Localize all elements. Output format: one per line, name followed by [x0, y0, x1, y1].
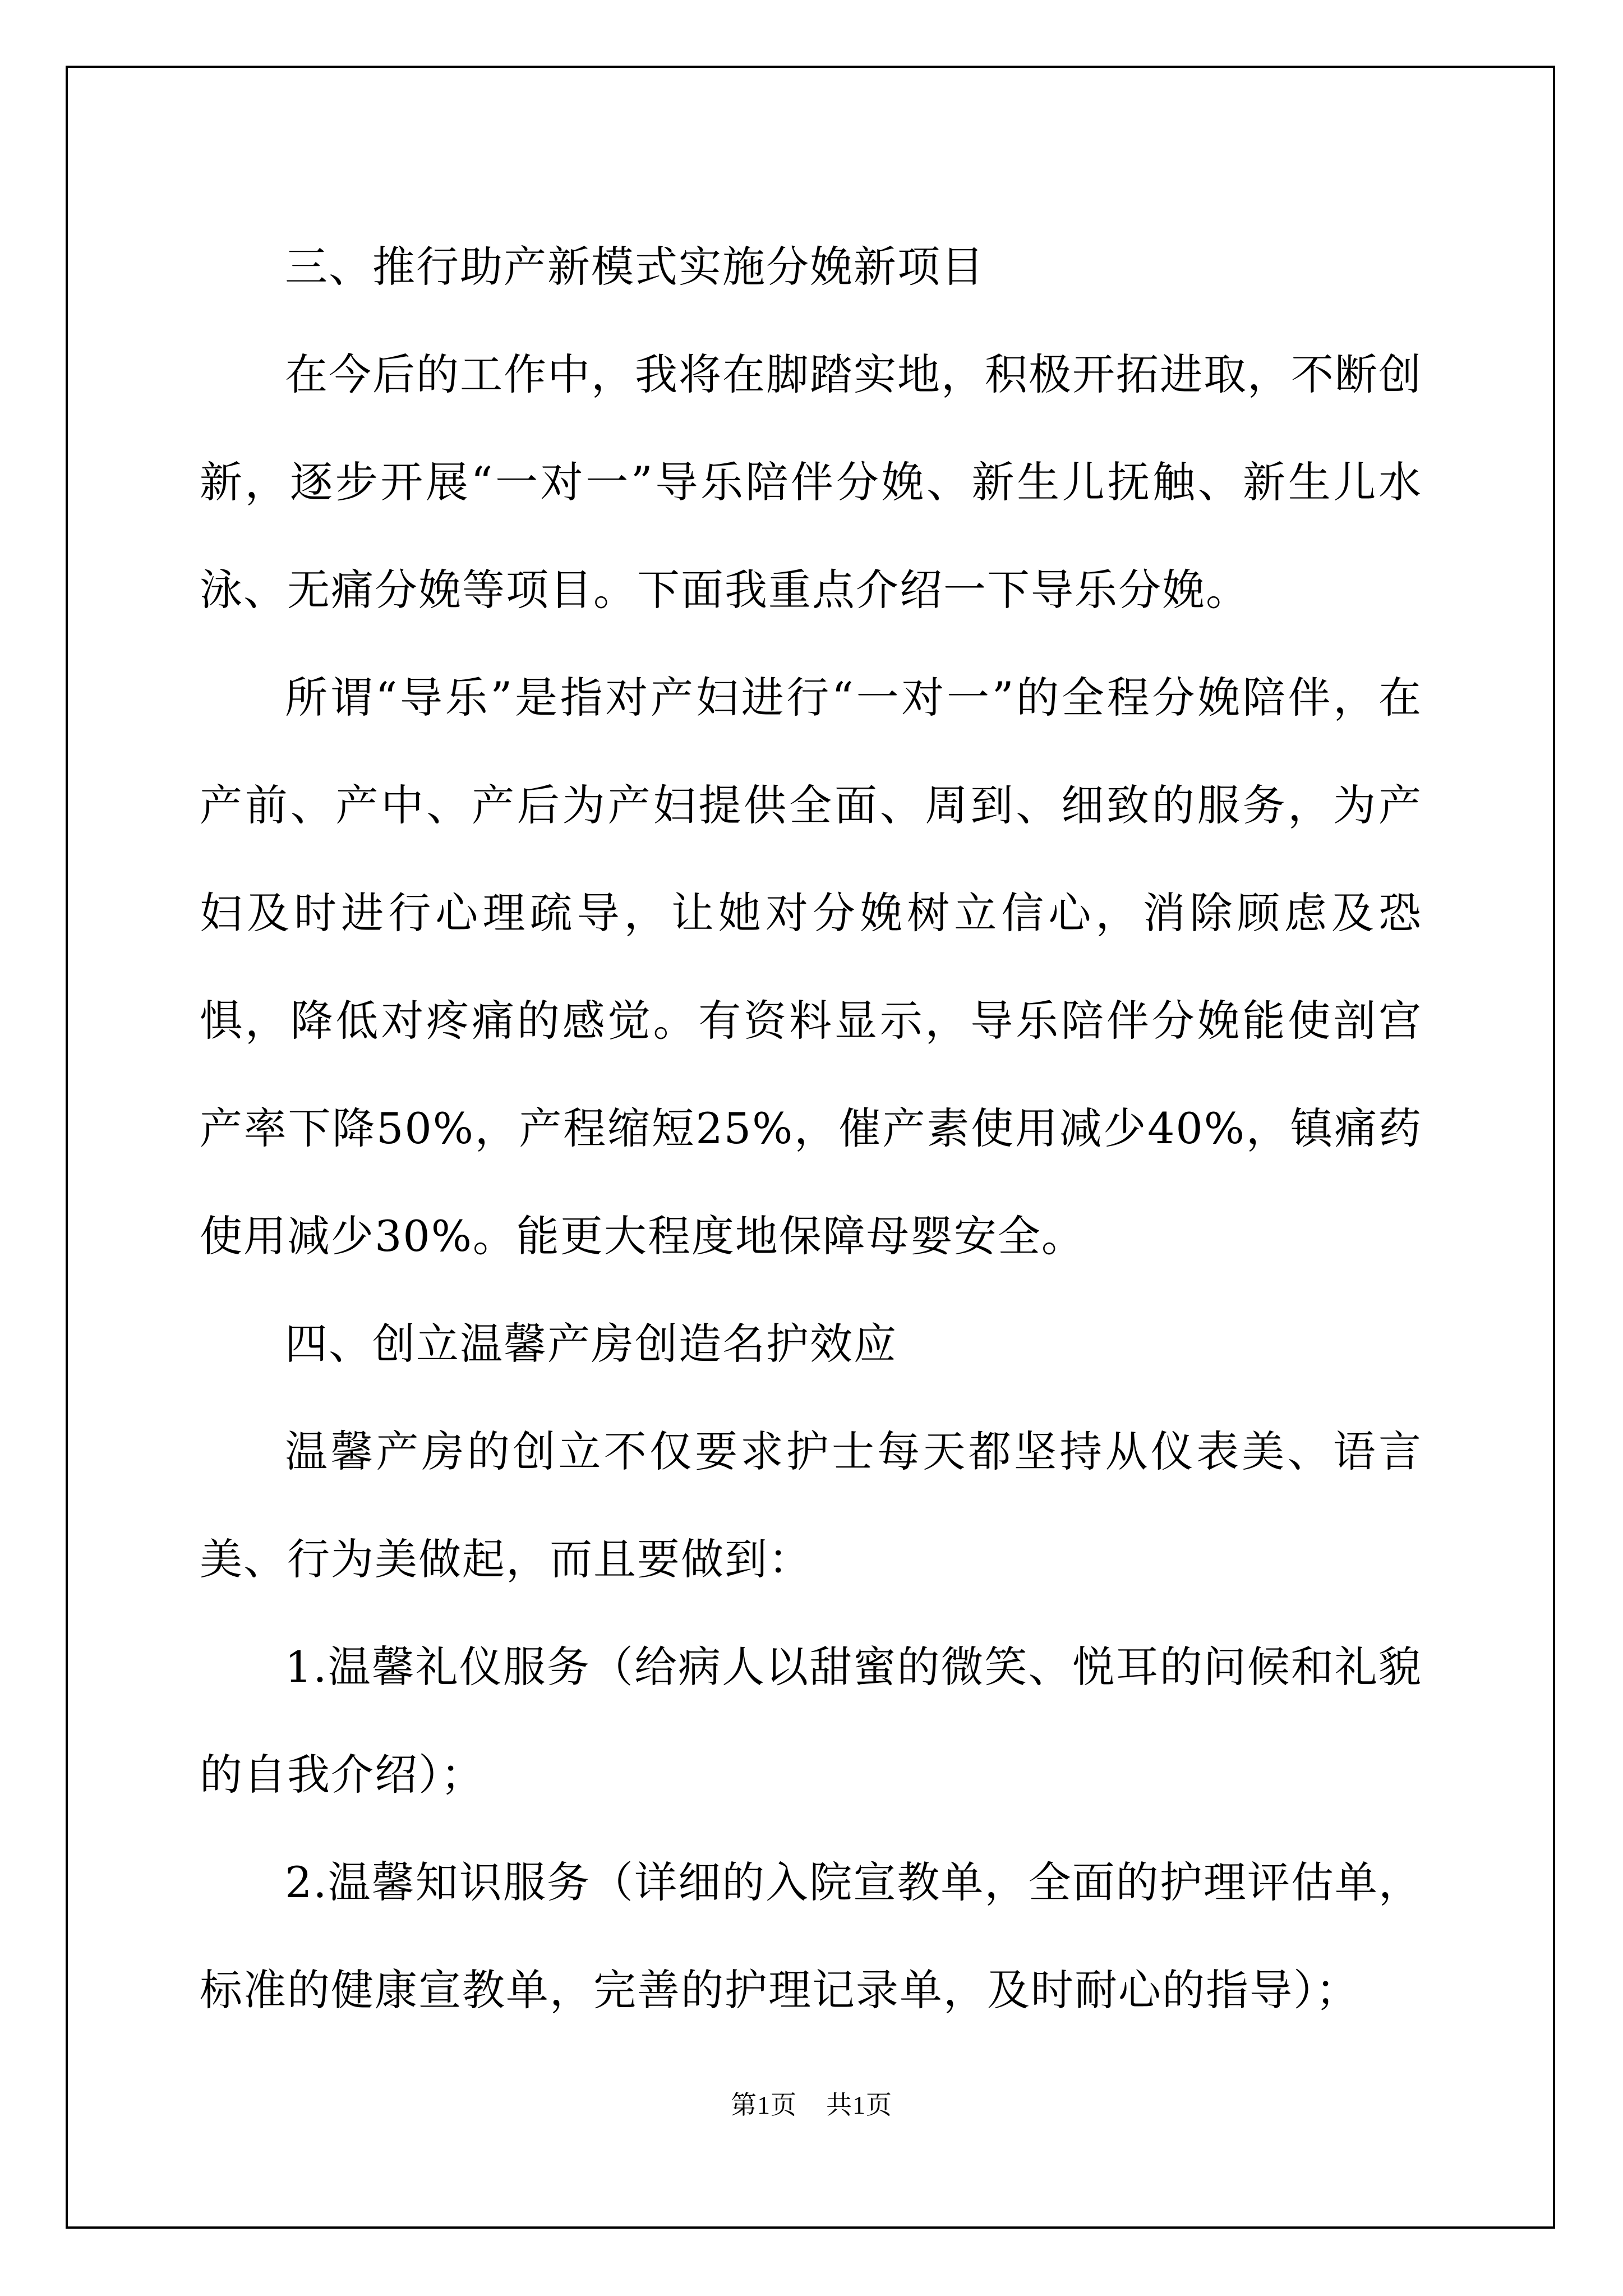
page-number-current: 第1页 [731, 2091, 797, 2119]
document-body [200, 213, 1422, 2044]
section-heading-3: 三、推行助产新模式实施分娩新项目 [285, 242, 985, 292]
section-heading-4: 四、创立温馨产房创造名护效应 [285, 1319, 897, 1369]
paragraph: 所谓“导乐”是指对产妇进行“一对一”的全程分娩陪伴，在产前、产中、产后为产妇提供全面、周到、细致的服务，为产妇及时进行心理疏导，让她对分娩树立信心，消除顾虑及恐惧，降低对疼痛的感觉。有资料显示，导乐陪伴分娩能使剖宫产率下降50%，产程缩短25%，催产素使用减少40%，镇痛药使用减少30%。能更大程度地保障母婴安全。 [200, 673, 1422, 1261]
paragraph: 温馨产房的创立不仅要求护士每天都坚持从仪表美、语言美、行为美做起，而且要做到： [200, 1427, 1422, 1584]
list-item: 1.温馨礼仪服务（给病人以甜蜜的微笑、悦耳的问候和礼貌的自我介绍）； [200, 1642, 1422, 1800]
paragraph: 在今后的工作中，我将在脚踏实地，积极开拓进取，不断创新，逐步开展“一对一”导乐陪伴分娩、新生儿抚触、新生儿水泳、无痛分娩等项目。下面我重点介绍一下导乐分娩。 [200, 349, 1422, 615]
page-number-total: 共1页 [826, 2091, 892, 2119]
list-item: 2.温馨知识服务（详细的入院宣教单，全面的护理评估单，标准的健康宣教单，完善的护理记录单，及时耐心的指导）； [200, 1857, 1422, 2015]
page-footer [0, 2085, 1623, 2122]
